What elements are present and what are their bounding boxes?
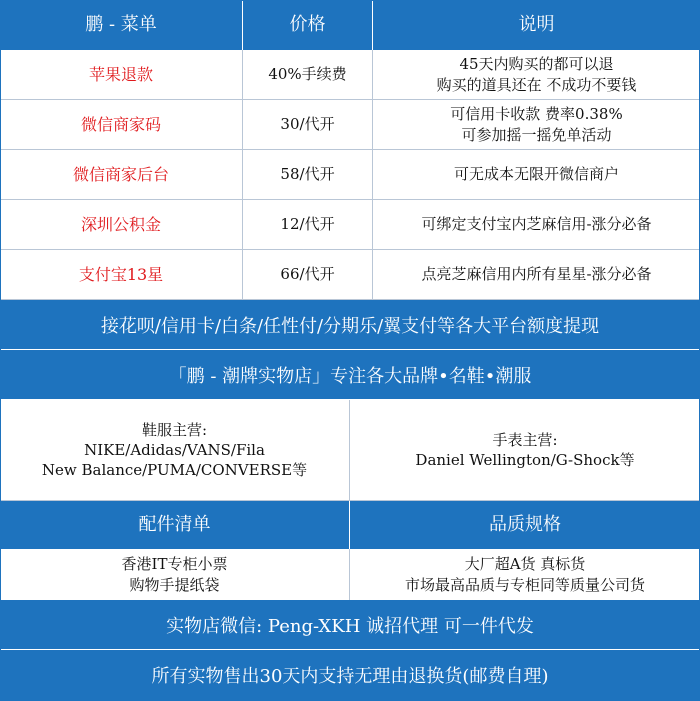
subheader bbox=[0, 501, 700, 549]
description-line: 可参加摇一摇免单活动 bbox=[461, 125, 612, 144]
header-menu: 鹏 - 菜单 bbox=[0, 0, 243, 50]
return-banner-text: 所有实物售出30天内支持无理由退换货(邮费自理) bbox=[151, 666, 549, 687]
description-line: 购买的道具还在 不成功不要钱 bbox=[436, 75, 637, 94]
brands-line: New Balance/PUMA/CONVERSE等 bbox=[41, 461, 308, 480]
table-header bbox=[0, 0, 700, 50]
item-price: 12/代开 bbox=[243, 200, 373, 249]
brands-section bbox=[0, 400, 700, 501]
watch-brands bbox=[350, 400, 700, 500]
header-price: 价格 bbox=[243, 0, 373, 50]
brands-heading: 手表主营: bbox=[492, 430, 558, 449]
accessory-item: 香港IT专柜小票 bbox=[121, 555, 228, 574]
item-name: 支付宝13星 bbox=[0, 250, 243, 299]
description-line: 可绑定支付宝内芝麻信用-涨分必备 bbox=[421, 215, 652, 234]
description-line: 点亮芝麻信用内所有星星-涨分必备 bbox=[421, 265, 652, 284]
cashout-banner bbox=[0, 300, 700, 350]
wechat-banner bbox=[0, 600, 700, 650]
brands-line: Daniel Wellington/G-Shock等 bbox=[415, 451, 635, 469]
item-price: 30/代开 bbox=[243, 100, 373, 149]
item-description bbox=[373, 250, 700, 299]
item-price: 66/代开 bbox=[243, 250, 373, 299]
store-banner bbox=[0, 350, 700, 400]
quality-item: 大厂超A货 真标货 bbox=[464, 555, 586, 574]
description-line: 可信用卡收款 费率0.38% bbox=[450, 105, 623, 124]
item-name: 苹果退款 bbox=[0, 50, 243, 99]
table-row bbox=[0, 50, 700, 100]
item-description bbox=[373, 200, 700, 249]
item-name: 微信商家后台 bbox=[0, 150, 243, 199]
brands-heading: 鞋服主营: bbox=[141, 420, 208, 439]
accessories-section bbox=[0, 549, 700, 600]
table-row bbox=[0, 150, 700, 200]
accessories-heading: 配件清单 bbox=[0, 501, 350, 549]
shoes-clothing-brands bbox=[0, 400, 350, 500]
item-description bbox=[373, 100, 700, 149]
item-name: 深圳公积金 bbox=[0, 200, 243, 249]
description-line: 可无成本无限开微信商户 bbox=[453, 165, 619, 184]
table-row bbox=[0, 200, 700, 250]
header-description: 说明 bbox=[518, 13, 555, 35]
brands-line: NIKE/Adidas/VANS/Fila bbox=[84, 440, 265, 459]
cashout-banner-text: 接花呗/信用卡/白条/任性付/分期乐/翼支付等各大平台额度提现 bbox=[100, 315, 600, 337]
item-description bbox=[373, 50, 700, 99]
return-banner bbox=[0, 650, 700, 700]
wechat-banner-text: 实物店微信: Peng-XKH 诚招代理 可一件代发 bbox=[166, 615, 534, 637]
quality-item: 市场最高品质与专柜同等质量公司货 bbox=[404, 575, 645, 594]
item-price: 58/代开 bbox=[243, 150, 373, 199]
accessory-item: 购物手提纸袋 bbox=[129, 575, 220, 594]
quality-list bbox=[350, 549, 700, 600]
item-description bbox=[373, 150, 700, 199]
store-banner-text: 「鹏 - 潮牌实物店」专注各大品牌•名鞋•潮服 bbox=[168, 365, 532, 387]
item-price: 40%手续费 bbox=[243, 50, 373, 99]
table-row bbox=[0, 100, 700, 150]
description-line: 45天内购买的都可以退 bbox=[459, 55, 614, 74]
accessories-list bbox=[0, 549, 350, 600]
item-name: 微信商家码 bbox=[0, 100, 243, 149]
quality-heading: 品质规格 bbox=[489, 513, 561, 535]
table-row bbox=[0, 250, 700, 300]
